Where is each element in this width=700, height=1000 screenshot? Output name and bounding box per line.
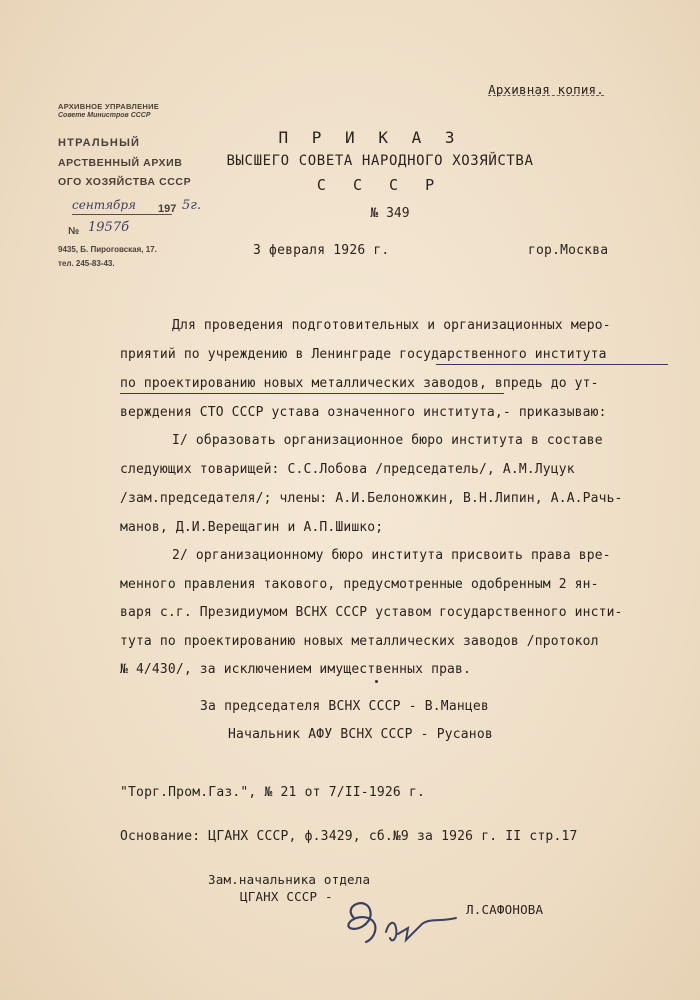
institute-name-underlined: по проектированию новых металлических заводов: [120, 376, 479, 391]
pen-underline-2: [120, 393, 504, 394]
stamp-address: 9435, Б. Пироговская, 17.: [58, 245, 157, 254]
publication-reference: "Торг.Пром.Газ.", № 21 от 7/II-1926 г.: [120, 785, 426, 800]
stamp-line-4: АРСТВЕННЫЙ АРХИВ: [58, 157, 183, 169]
body-line-13: № 4/430/, за исключением имущественных прав.: [120, 662, 471, 677]
stamp-line-3: НТРАЛЬНЫЙ: [58, 137, 141, 149]
stamp-line-2: Совете Министров СССР: [58, 112, 151, 119]
ink-dot: [375, 680, 378, 683]
body-line-4: верждения СТО СССР устава означенного института,- приказываю:: [120, 405, 607, 420]
stamp-number-label: №: [68, 226, 80, 237]
certifier-org: ЦГАНХ СССР -: [240, 889, 333, 904]
order-date: 3 февраля 1926 г.: [253, 243, 390, 258]
body-line-10: менного правления такового, предусмотренные одобренным 2 ян-: [120, 577, 599, 592]
handwritten-signature: [336, 888, 466, 958]
archival-basis: Основание: ЦГАНХ СССР, ф.3429, сб.№9 за 1926 г. II стр.17: [120, 829, 578, 844]
certifier-name: Л.САФОНОВА: [466, 902, 544, 917]
body-line-11: варя с.г. Президиумом ВСНХ СССР уставом государственного инсти-: [120, 605, 623, 620]
body-line-8: манов, Д.И.Верещагин и А.П.Шишко;: [120, 520, 384, 535]
stamp-number-handwritten: 1957б: [88, 220, 130, 235]
order-title: П Р И К А З: [278, 128, 462, 147]
certifier-title: Зам.начальника отдела: [208, 872, 371, 887]
archive-copy-note: Архивная копия.: [488, 82, 604, 97]
issuer-line: ВЫСШЕГО СОВЕТА НАРОДНОГО ХОЗЯЙСТВА: [226, 153, 534, 169]
body-line-2: приятий по учреждению в Ленинграде государственного института: [120, 347, 607, 362]
signature-chairman: За председателя ВСНХ СССР - В.Манцев: [200, 699, 489, 714]
body-line-5: I/ образовать организационное бюро института в составе: [172, 433, 603, 448]
pen-underline-1: [436, 364, 668, 365]
body-line-6: следующих товарищей: С.С.Лобова /председатель/, А.М.Луцук: [120, 462, 575, 477]
stamp-line-1: АРХИВНОЕ УПРАВЛЕНИЕ: [58, 102, 160, 111]
signature-head-afu: Начальник АФУ ВСНХ СССР - Русанов: [228, 727, 493, 742]
body-line-7: /зам.председателя/; члены: А.И.Белоножкин, В.Н.Липин, А.А.Рачь-: [120, 491, 623, 506]
stamp-line-5: ОГО ХОЗЯЙСТВА СССР: [58, 176, 192, 188]
body-line-9: 2/ организационному бюро института присвоить права вре-: [172, 548, 611, 563]
body-line-1: Для проведения подготовительных и организационных меро-: [172, 318, 611, 333]
stamp-phone: тел. 245-83-43.: [58, 259, 115, 268]
stamp-year-printed: 197: [158, 203, 177, 215]
country-line: С С С Р: [316, 176, 444, 194]
body-line-3-rest: , впредь до ут-: [478, 376, 599, 391]
stamp-year-handwritten: 5г.: [182, 198, 201, 213]
order-city: гор.Москва: [528, 243, 609, 258]
order-number: № 349: [370, 206, 410, 221]
stamp-date-handwritten: сентября: [72, 198, 137, 212]
body-line-12: тута по проектированию новых металлических заводов /протокол: [120, 634, 599, 649]
body-line-3: [120, 376, 599, 391]
